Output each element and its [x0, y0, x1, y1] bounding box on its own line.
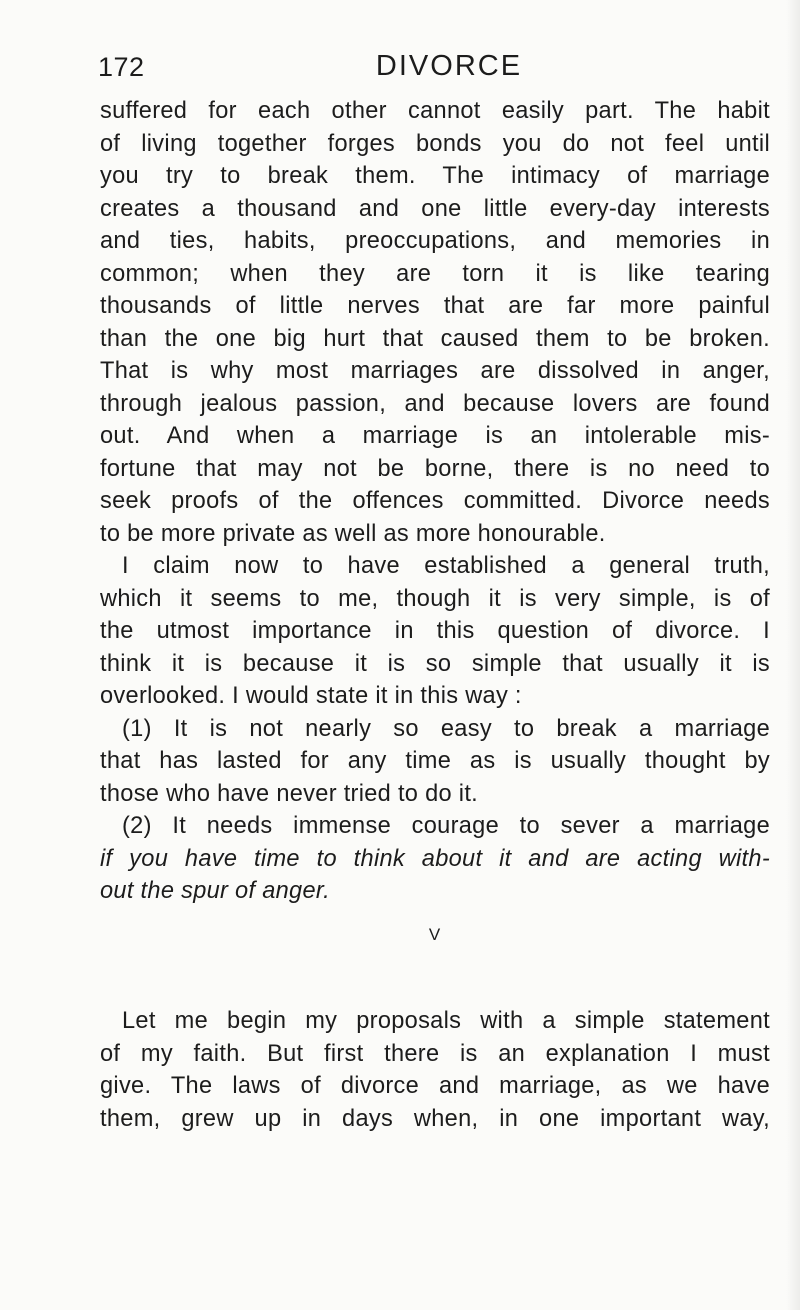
text-line: (2) It needs immense courage to sever a marriage	[122, 813, 770, 839]
text-line: think it is because it is so simple that usually it is	[100, 650, 770, 677]
text-line: out. And when a marriage is an intolerable mis-	[100, 423, 770, 449]
text-line: out the spur of anger.	[100, 878, 331, 904]
text-line: I claim now to have established a general truth,	[122, 553, 770, 579]
text-line: than the one big hurt that caused them to be broken.	[100, 325, 770, 352]
text-line: to be more private as well as more honourable.	[100, 520, 606, 547]
text-line: those who have never tried to do it.	[100, 780, 479, 807]
text-line: seek proofs of the offences committed. Divorce needs	[100, 488, 770, 514]
text-line: which it seems to me, though it is very simple, is of	[100, 585, 770, 612]
text-line: that has lasted for any time as is usually thought by	[100, 748, 770, 774]
page-number: 172	[98, 52, 145, 82]
text-line: you try to break them. The intimacy of marriage	[100, 163, 770, 189]
text-line: fortune that may not be borne, there is no need to	[100, 455, 770, 482]
text-line: (1) It is not nearly so easy to break a marriage	[122, 715, 770, 742]
text-line: of living together forges bonds you do not feel until	[100, 130, 770, 157]
text-line: overlooked. I would state it in this way :	[100, 683, 522, 709]
text-line: suffered for each other cannot easily part. The habit	[100, 98, 770, 124]
text-line: That is why most marriages are dissolved in anger,	[100, 358, 770, 384]
running-head	[98, 50, 770, 90]
text-line: and ties, habits, preoccupations, and memories in	[100, 228, 770, 254]
text-line: Let me begin my proposals with a simple statement	[122, 1008, 770, 1034]
running-title: DIVORCE	[375, 50, 523, 82]
text-line: creates a thousand and one little every-day interests	[100, 195, 770, 222]
text-line: of my faith. But first there is an explanation I must	[100, 1040, 770, 1067]
text-line: if you have time to think about it and are acting with-	[100, 845, 770, 872]
text-line: through jealous passion, and because lovers are found	[100, 390, 770, 417]
text-line: the utmost importance in this question of divorce. I	[100, 618, 770, 644]
page-edge-shadow	[786, 0, 800, 1310]
text-line: give. The laws of divorce and marriage, as we have	[100, 1073, 770, 1099]
text-line: them, grew up in days when, in one important way,	[100, 1105, 770, 1132]
text-line: thousands of little nerves that are far more painful	[100, 293, 770, 319]
body-text-section-iv-end	[100, 95, 770, 908]
section-numeral: V	[428, 925, 442, 944]
body-text-section-v	[100, 1005, 770, 1135]
text-line: common; when they are torn it is like tearing	[100, 260, 770, 287]
